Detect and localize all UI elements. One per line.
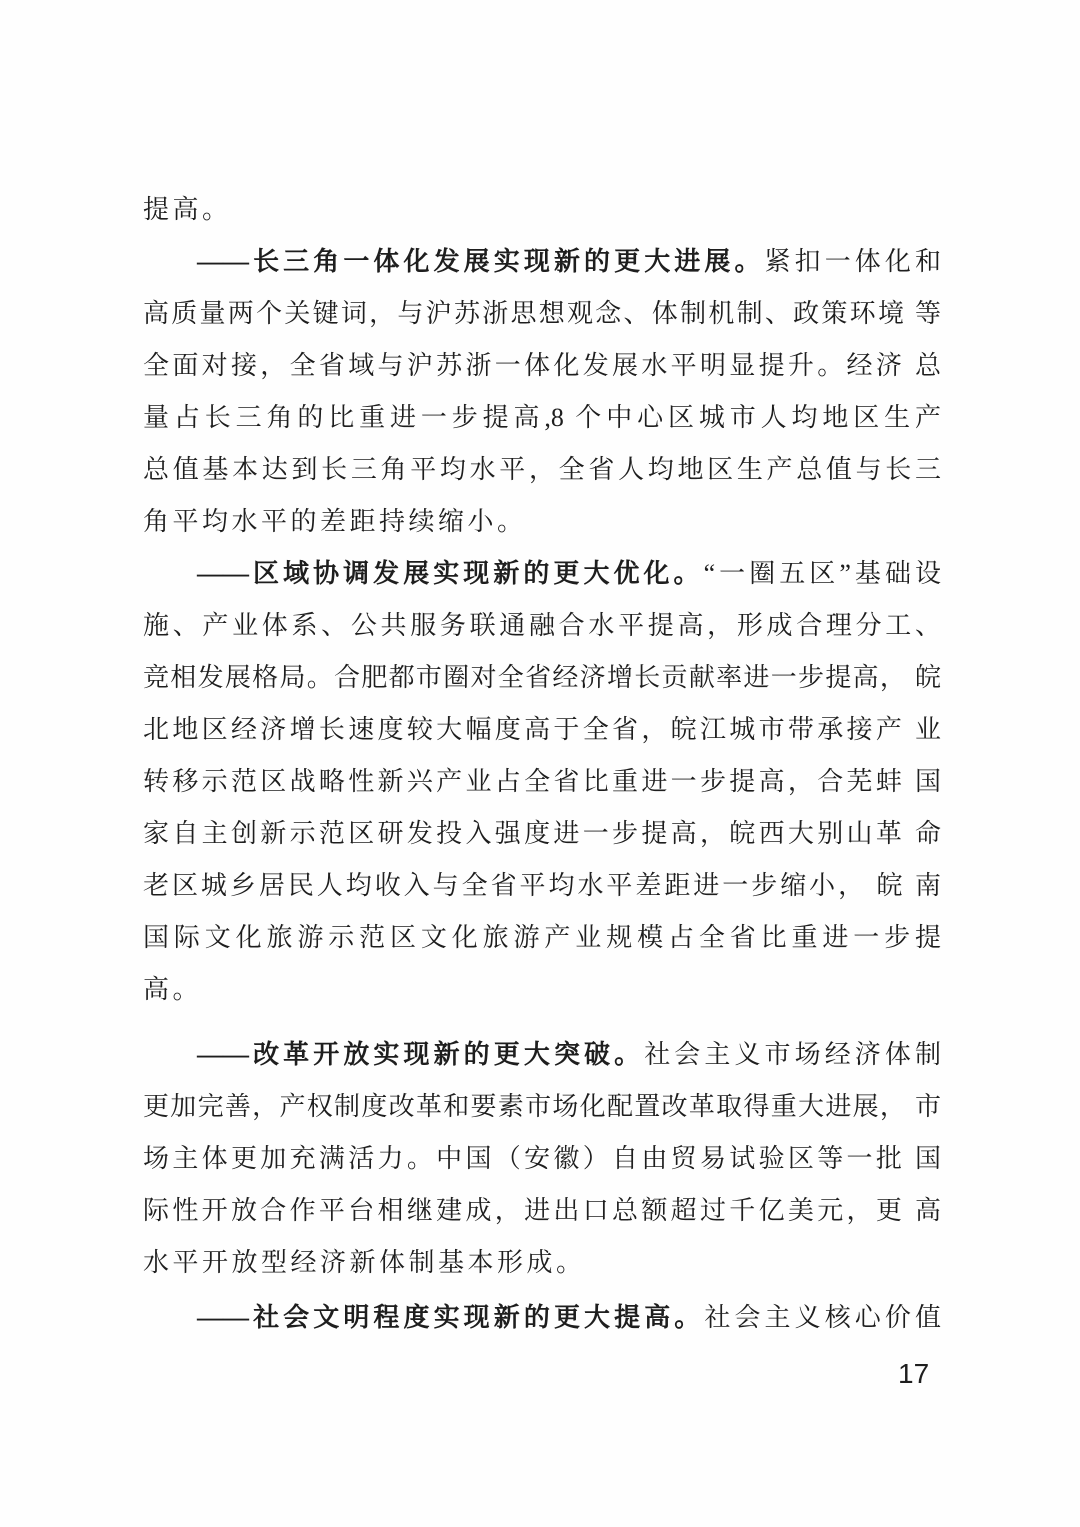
document-body (143, 184, 941, 1344)
text-line: 场主体更加充满活力。中国（安徽）自由贸易试验区等一批 国 (143, 1144, 941, 1173)
section-heading-reform-opening: ——改革开放实现新的更大突破。 (197, 1040, 645, 1069)
text-line: 家自主创新示范区研发投入强度进一步提高，皖西大别山革 命 (143, 819, 941, 848)
paragraph-lead-line-social-civilization (143, 1292, 941, 1344)
text-line: 竞相发展格局。合肥都市圈对全省经济增长贡献率进一步提高， 皖 (143, 663, 941, 692)
section-heading-social-civilization: ——社会文明程度实现新的更大提高。 (197, 1303, 705, 1332)
text-line: 更加完善，产权制度改革和要素市场化配置改革取得重大进展， 市 (143, 1092, 941, 1121)
text-line: 转移示范区战略性新兴产业占全省比重进一步提高，合芜蚌 国 (143, 767, 941, 796)
text-line: 老区城乡居民人均收入与全省平均水平差距进一步缩小， 皖 南 (143, 871, 941, 900)
text-line: 高。 (143, 975, 203, 1004)
text-line: 施、产业体系、公共服务联通融合水平提高，形成合理分工、 (143, 611, 941, 640)
text-line: 北地区经济增长速度较大幅度高于全省，皖江城市带承接产 业 (143, 715, 941, 744)
body-text: “一圈五区”基础设 (703, 559, 941, 588)
text-line: 水平开放型经济新体制基本形成。 (143, 1248, 586, 1277)
body-text: 社会主义核心价值 (704, 1303, 941, 1332)
text-line: 际性开放合作平台相继建成，进出口总额超过千亿美元，更 高 (143, 1196, 941, 1225)
paragraph-lead-line-regional-coordination (143, 548, 941, 600)
paragraph-lead-line-yangtze-delta (143, 236, 941, 288)
text-line: 全面对接，全省域与沪苏浙一体化发展水平明显提升。经济 总 (143, 351, 941, 380)
page-number: 17 (898, 1358, 930, 1389)
text-line: 高质量两个关键词，与沪苏浙思想观念、体制机制、政策环境 等 (143, 299, 941, 328)
section-heading-regional-coordination: ——区域协调发展实现新的更大优化。 (197, 559, 704, 588)
text-line: 量占长三角的比重进一步提高,8 个中心区城市人均地区生产 (143, 403, 941, 432)
text-line: 提高。 (143, 195, 232, 224)
body-text: 紧扣一体化和 (764, 247, 941, 276)
paragraph-lead-line-reform-opening (143, 1029, 941, 1081)
text-line: 总值基本达到长三角平均水平，全省人均地区生产总值与长三 (143, 455, 941, 484)
text-line: 角平均水平的差距持续缩小。 (143, 507, 527, 536)
body-text: 社会主义市场经济体制 (644, 1040, 941, 1069)
text-line: 国际文化旅游示范区文化旅游产业规模占全省比重进一步提 (143, 923, 941, 952)
section-heading-yangtze-delta: ——长三角一体化发展实现新的更大进展。 (197, 247, 765, 276)
